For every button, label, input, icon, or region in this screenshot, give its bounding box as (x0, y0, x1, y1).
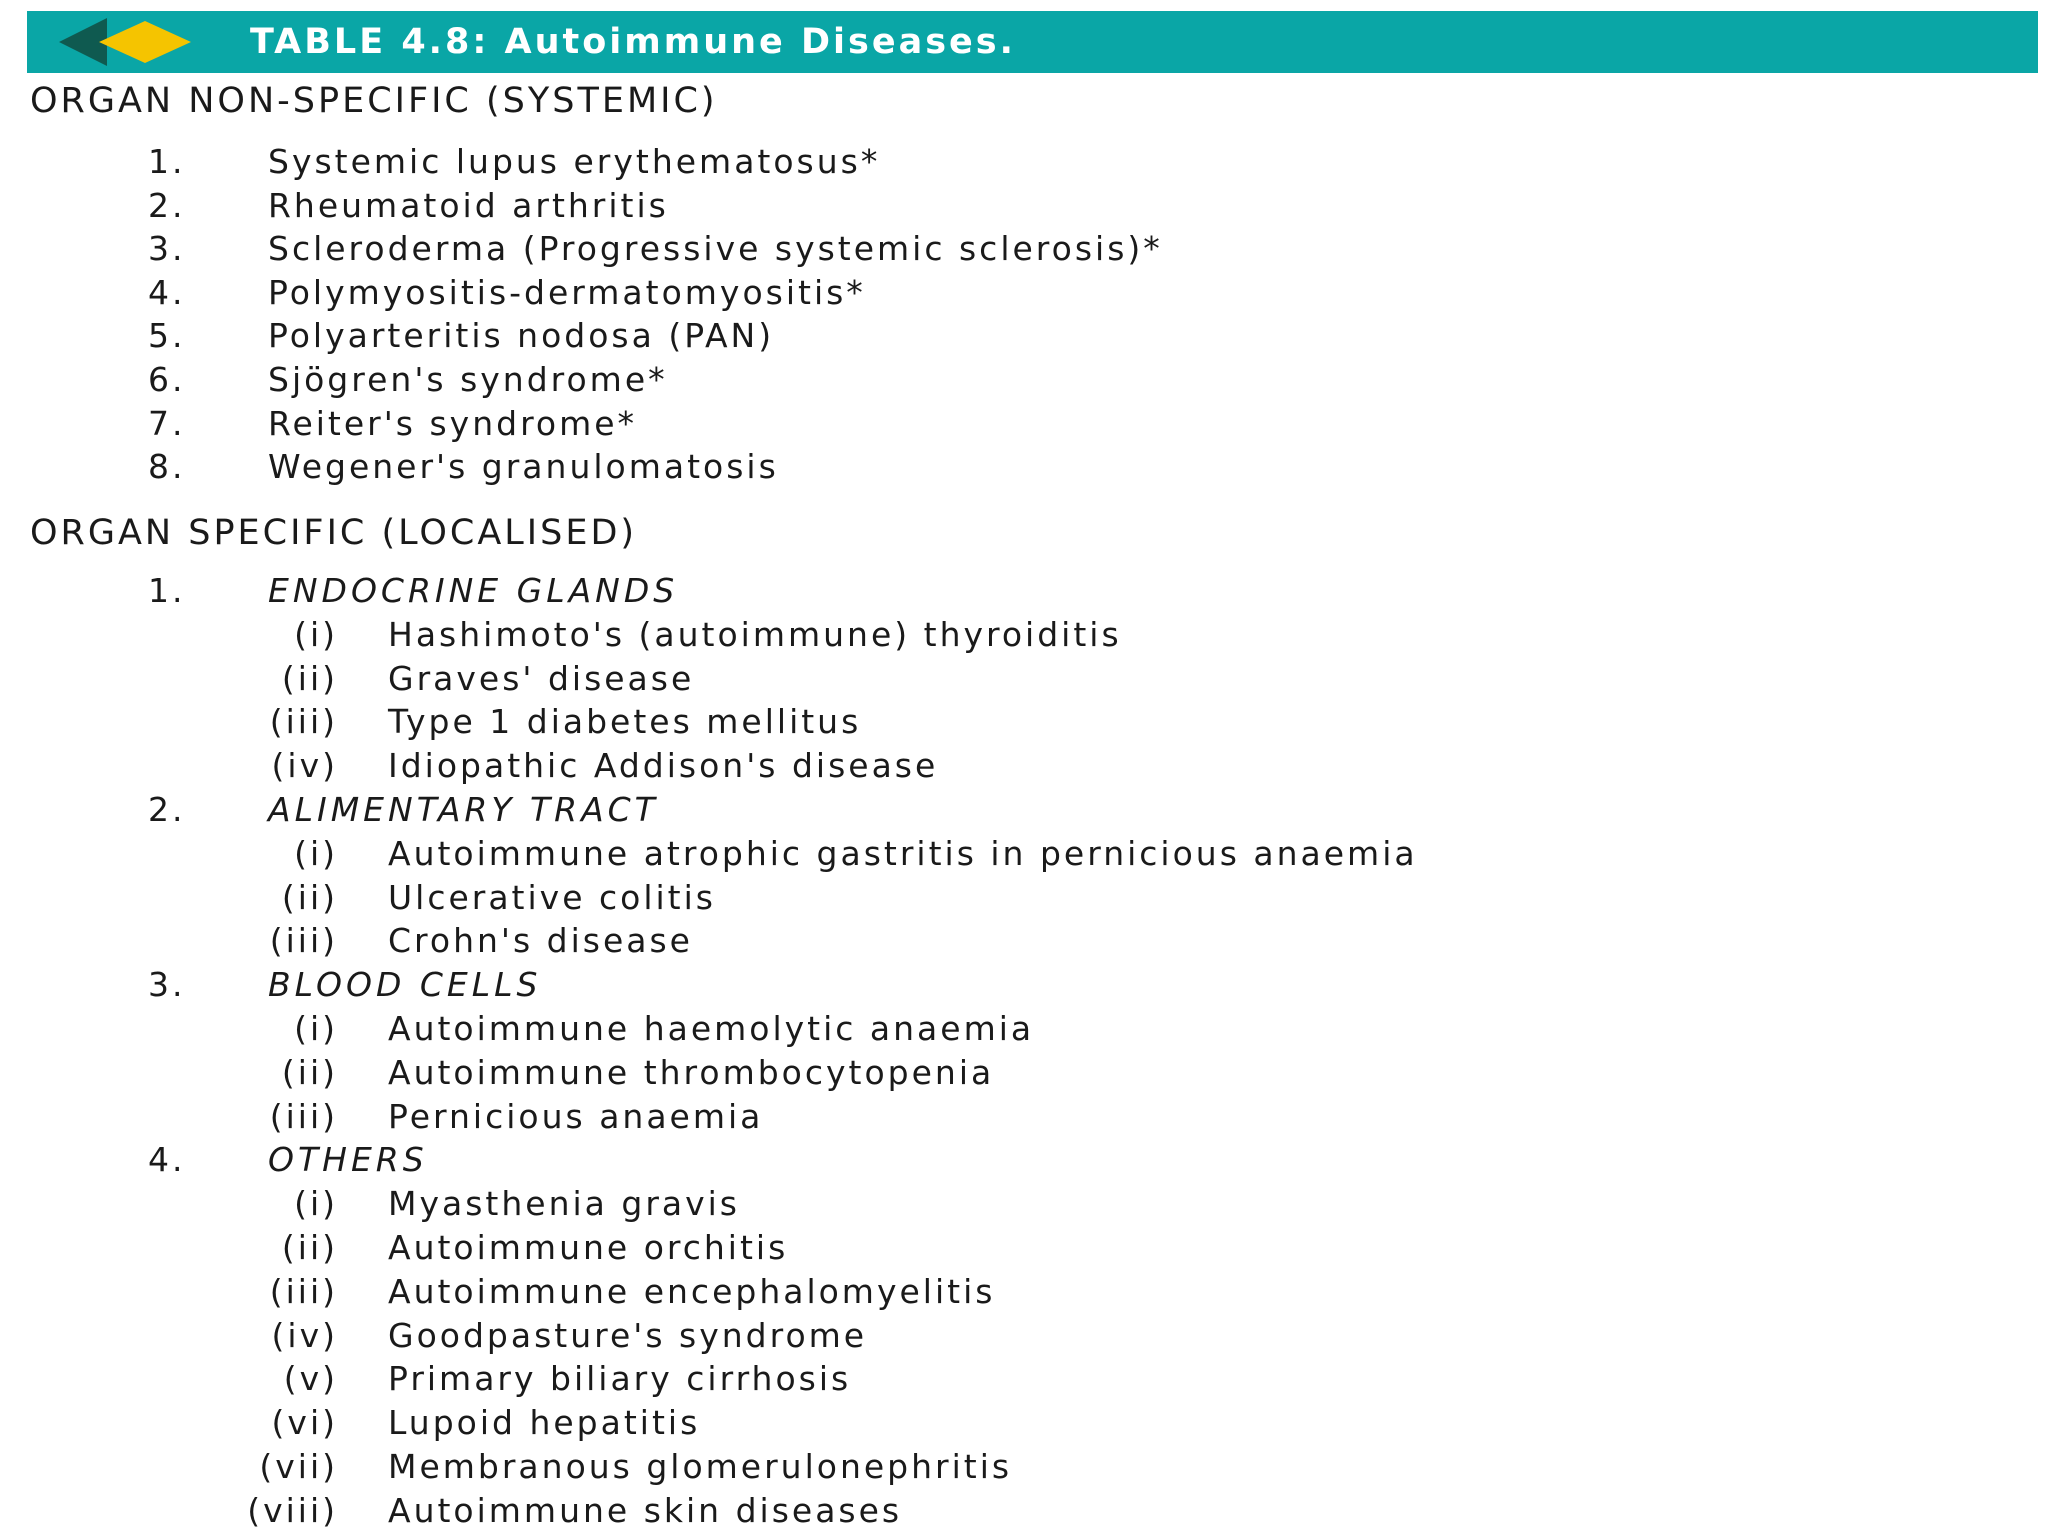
table-header-bar (27, 11, 2038, 73)
list-text: Graves' disease (388, 658, 695, 698)
list-text: Hashimoto's (autoimmune) thyroiditis (388, 614, 1122, 654)
localised-list-item (0, 1403, 2048, 1443)
list-number: (i) (294, 833, 338, 873)
list-text: BLOOD CELLS (268, 965, 542, 1005)
list-text: Type 1 diabetes mellitus (388, 702, 862, 742)
systemic-list-item (0, 142, 2048, 182)
list-number: (ii) (281, 1228, 338, 1267)
systemic-list-item (0, 404, 2048, 444)
list-number: 4. (148, 1140, 186, 1180)
list-number: (iii) (269, 921, 338, 961)
list-number: (ii) (281, 658, 338, 698)
localised-list-item (0, 746, 2048, 786)
list-number: 3. (148, 965, 186, 1005)
systemic-list-item (0, 229, 2048, 269)
list-text: Lupoid hepatitis (388, 1403, 701, 1443)
systemic-list-item (0, 447, 2048, 487)
localised-list-item (0, 1316, 2048, 1356)
list-number: (iii) (269, 702, 338, 742)
localised-list-item (0, 921, 2048, 961)
list-text: Autoimmune encephalomyelitis (388, 1271, 996, 1311)
list-number: (i) (294, 1009, 338, 1048)
systemic-list-item (0, 316, 2048, 356)
list-number: (ii) (281, 1052, 338, 1092)
list-number: (iii) (269, 1271, 338, 1311)
list-number: (viii) (247, 1490, 338, 1530)
category-heading (0, 790, 2048, 830)
list-number: (v) (283, 1359, 338, 1399)
list-number: 6. (148, 360, 186, 399)
list-text: Systemic lupus erythematosus* (268, 142, 881, 181)
list-text: ALIMENTARY TRACT (268, 790, 659, 829)
list-number: (ii) (281, 877, 338, 917)
list-text: Goodpasture's syndrome (388, 1315, 868, 1355)
category-heading (0, 965, 2048, 1005)
list-text: Scleroderma (Progressive systemic sclerosis)* (268, 229, 1163, 269)
list-text: Reiter's syndrome* (268, 403, 638, 443)
localised-list-item (0, 1053, 2048, 1093)
list-number: (iv) (271, 1315, 338, 1355)
list-number: 7. (148, 403, 186, 443)
list-text: Ulcerative colitis (388, 877, 716, 917)
list-number: 1. (148, 571, 186, 610)
table-title: TABLE 4.8: Autoimmune Diseases. (250, 22, 1016, 62)
localised-list-item (0, 1491, 2048, 1531)
list-number: (vii) (259, 1447, 338, 1486)
list-number: (iii) (269, 1096, 338, 1136)
list-number: 3. (148, 229, 186, 269)
list-text: Pernicious anaemia (388, 1096, 764, 1136)
yellow-diamond-shape (99, 21, 191, 63)
localised-list-item (0, 834, 2048, 874)
localised-list-item (0, 878, 2048, 918)
localised-list-item (0, 1009, 2048, 1049)
list-text: Autoimmune haemolytic anaemia (388, 1009, 1035, 1048)
localised-list-item (0, 1272, 2048, 1312)
category-heading (0, 1140, 2048, 1180)
list-text: Crohn's disease (388, 921, 693, 961)
list-text: Wegener's granulomatosis (268, 447, 779, 487)
systemic-list-item (0, 186, 2048, 226)
section-heading-systemic: ORGAN NON-SPECIFIC (SYSTEMIC) (30, 81, 718, 121)
list-number: (i) (294, 1184, 338, 1224)
list-number: 8. (148, 447, 186, 487)
systemic-list-item (0, 273, 2048, 313)
list-text: Membranous glomerulonephritis (388, 1447, 1013, 1486)
list-text: Myasthenia gravis (388, 1184, 740, 1224)
localised-list-item (0, 702, 2048, 742)
list-text: Primary biliary cirrhosis (388, 1359, 852, 1399)
list-text: Polymyositis-dermatomyositis* (268, 272, 866, 312)
list-text: ENDOCRINE GLANDS (268, 571, 679, 610)
list-text: Autoimmune atrophic gastritis in pernicious anaemia (388, 833, 1418, 873)
localised-list-item (0, 1097, 2048, 1137)
list-number: (vi) (271, 1403, 338, 1443)
list-number: (iv) (271, 746, 338, 786)
section-heading-localised: ORGAN SPECIFIC (LOCALISED) (30, 513, 638, 553)
list-number: 4. (148, 272, 186, 312)
localised-list-item (0, 1447, 2048, 1487)
localised-list-item (0, 615, 2048, 655)
localised-list-item (0, 1359, 2048, 1399)
category-heading (0, 571, 2048, 611)
list-text: Polyarteritis nodosa (PAN) (268, 316, 775, 356)
diamond-arrow-icon (59, 18, 209, 66)
list-text: Autoimmune thrombocytopenia (388, 1052, 995, 1092)
systemic-list-item (0, 360, 2048, 400)
list-text: Sjögren's syndrome* (268, 360, 668, 399)
list-number: 5. (148, 316, 186, 356)
localised-list-item (0, 659, 2048, 699)
list-text: Rheumatoid arthritis (268, 185, 669, 225)
list-number: 2. (148, 790, 186, 829)
list-text: OTHERS (268, 1140, 428, 1180)
list-number: 1. (148, 142, 186, 181)
list-number: (i) (294, 614, 338, 654)
list-text: Autoimmune orchitis (388, 1228, 789, 1267)
localised-list-item (0, 1228, 2048, 1268)
list-text: Autoimmune skin diseases (388, 1490, 903, 1530)
list-number: 2. (148, 185, 186, 225)
localised-list-item (0, 1184, 2048, 1224)
list-text: Idiopathic Addison's disease (388, 746, 939, 786)
